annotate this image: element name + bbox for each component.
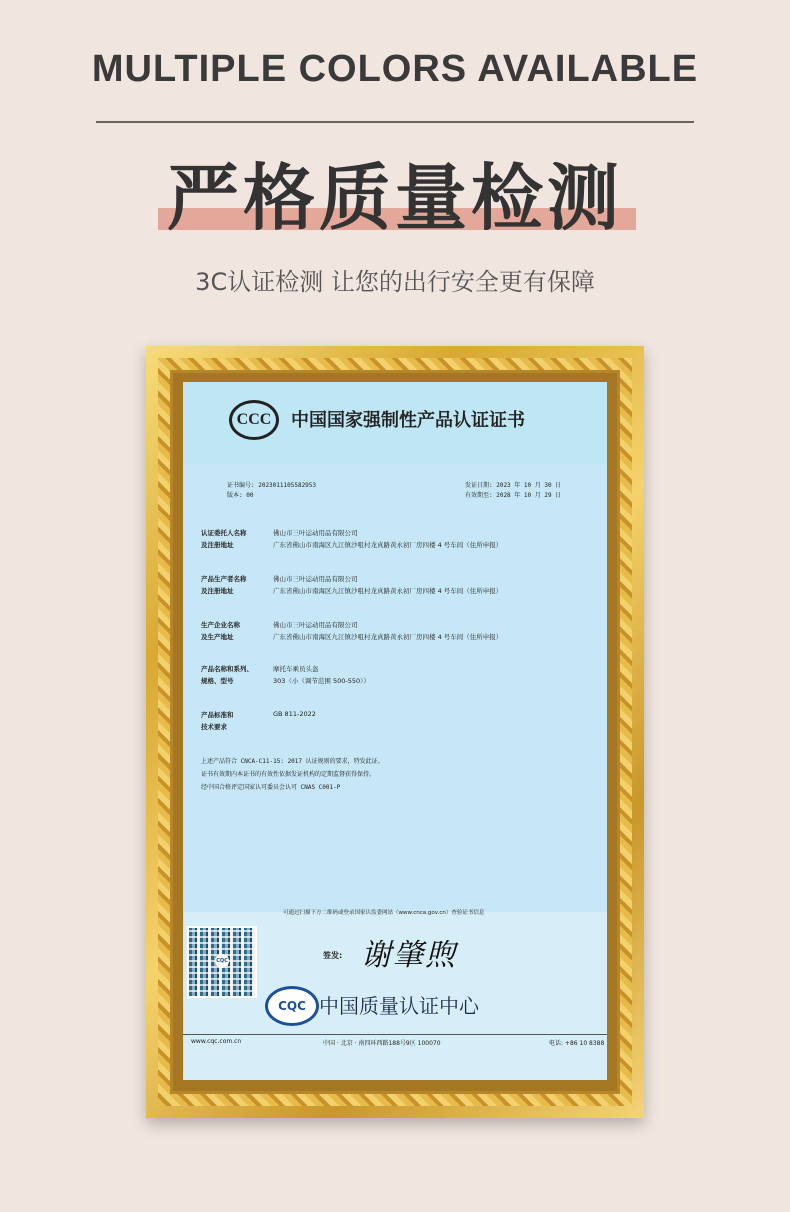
cert-note: 证书有效期内本证书的有效性依据发证机构的定期监督获得保持。 (201, 771, 376, 778)
cert-note: 上述产品符合 CNCA-C11-15: 2017 认证规则的要求，特发此证。 (201, 758, 384, 765)
field-value: 佛山市三叶运动用品有限公司 (273, 621, 358, 629)
field-label: 及生产地址 (201, 633, 234, 641)
cert-version: 版本: 00 (227, 492, 254, 499)
field-label: 认证委托人名称 (201, 529, 247, 537)
field-label: 及注册地址 (201, 587, 234, 595)
cqc-logo-icon: CQC (265, 986, 319, 1026)
certificate-title: 中国国家强制性产品认证证书 (291, 410, 525, 431)
signature: 谢肇煦 (361, 938, 457, 973)
page-subtitle: 3C认证检测 让您的出行安全更有保障 (195, 268, 595, 296)
field-value: 佛山市三叶运动用品有限公司 (273, 575, 358, 583)
field-label: 产品标准和 (201, 711, 234, 719)
field-label: 生产企业名称 (201, 621, 240, 629)
headline: MULTIPLE COLORS AVAILABLE (91, 48, 699, 90)
issue-date: 发证日期: 2023 年 10 月 30 日 (465, 482, 562, 489)
certificate-body (183, 464, 607, 912)
issuer-phone: 电话: +86 10 8388 (549, 1040, 605, 1047)
field-label: 产品名称和系列、 (201, 665, 253, 673)
qr-logo: CQC (215, 954, 229, 968)
ccc-logo-icon: CCC (229, 400, 279, 440)
field-label: 规格、型号 (201, 677, 234, 685)
certificate-header (183, 382, 607, 464)
footer-divider (183, 1034, 607, 1035)
field-value: 广东省佛山市南海区九江镇沙咀村龙真路黄永初厂房四楼 4 号车间（住所申报） (273, 587, 503, 595)
field-value: 摩托车乘员头盔 (273, 665, 319, 673)
qr-code-icon (187, 926, 257, 998)
field-value: 广东省佛山市南海区九江镇沙咀村龙真路黄永初厂房四楼 4 号车间（住所申报） (273, 633, 503, 641)
field-value: GB 811-2022 (273, 710, 316, 718)
divider (96, 121, 694, 123)
field-value: 广东省佛山市南海区九江镇沙咀村龙真路黄永初厂房四楼 4 号车间（住所申报） (273, 541, 503, 549)
issuer-name: 中国质量认证中心 (319, 994, 479, 1018)
cert-note: 经中国合格评定国家认可委员会认可 CNAS C001-P (201, 784, 341, 791)
certificate (183, 382, 607, 1080)
issuer-address: 中国 · 北京 · 南四环西路188号9区 100070 (323, 1040, 441, 1047)
field-label: 及注册地址 (201, 541, 234, 549)
field-value: 佛山市三叶运动用品有限公司 (273, 529, 358, 537)
signature-label: 签发: (323, 951, 343, 960)
expiry-date: 有效期至: 2028 年 10 月 29 日 (465, 492, 562, 499)
field-value: 303（小（调节范围 500-550）） (273, 677, 370, 685)
cert-number: 证书编号: 2023011105582953 (227, 482, 317, 489)
field-label: 技术要求 (201, 723, 227, 731)
verify-text: 可通过扫描下方二维码或登录国家认监委网站（www.cnca.gov.cn）查验证书信息 (283, 910, 485, 916)
issuer-website: www.cqc.com.cn (191, 1038, 242, 1045)
field-label: 产品生产者名称 (201, 575, 247, 583)
page-title: 严格质量检测 (166, 156, 623, 240)
